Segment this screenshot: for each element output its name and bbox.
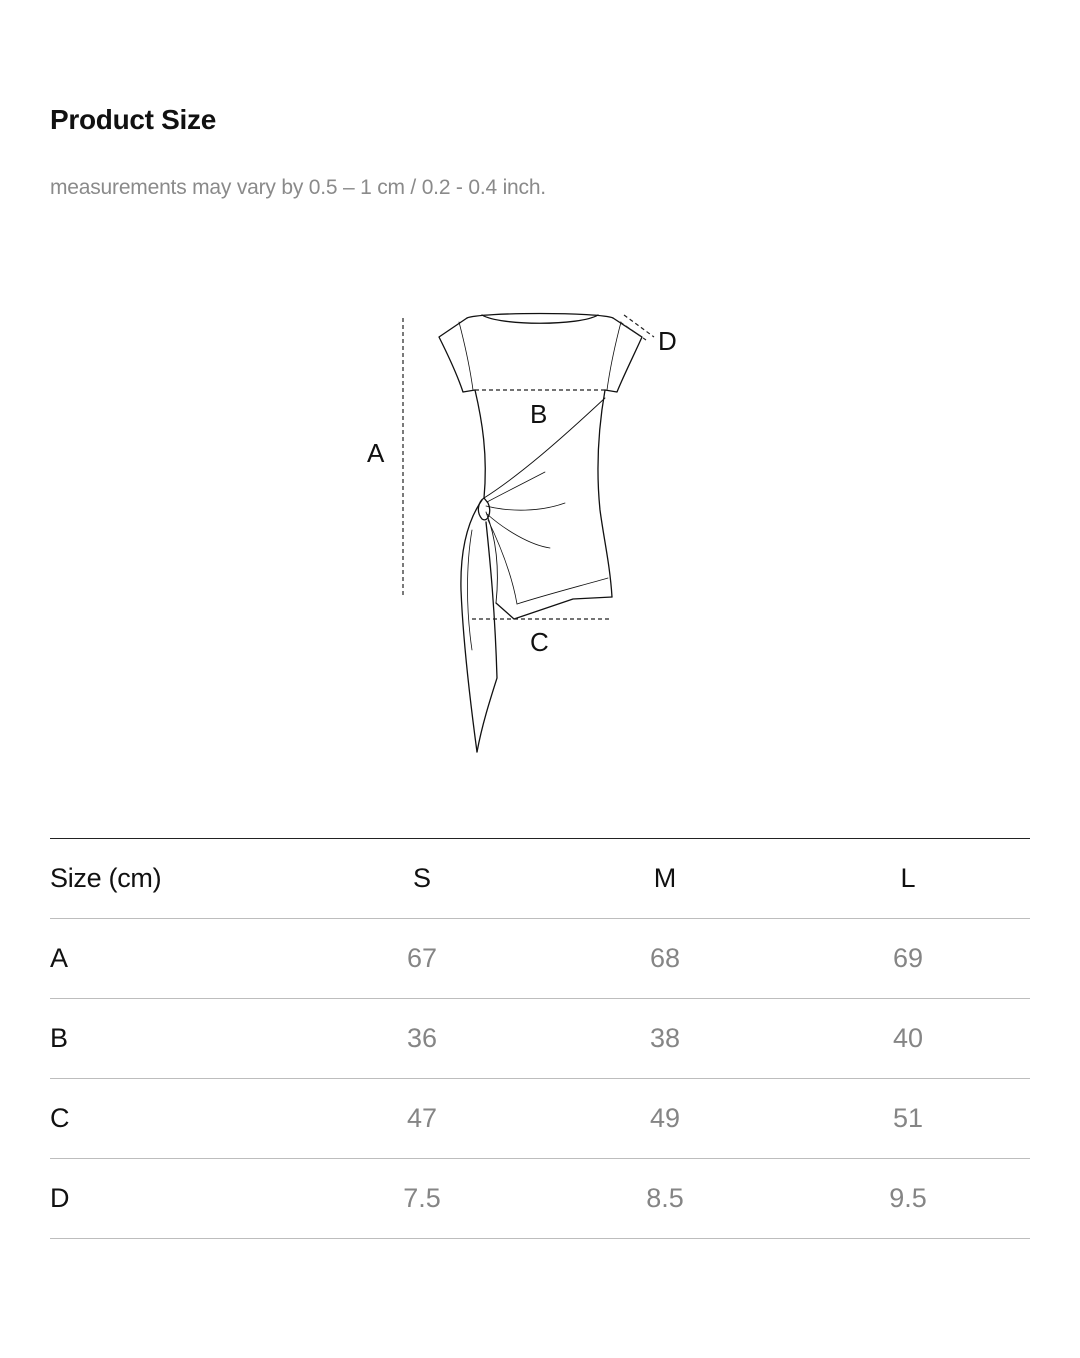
size-header-m: M <box>653 863 677 893</box>
tie-right <box>477 522 497 752</box>
drape-fold-2 <box>487 472 545 502</box>
table-row <box>50 1079 1030 1159</box>
table-row <box>50 999 1030 1079</box>
neckline-inner <box>482 315 598 323</box>
dimension-c-label: C <box>530 627 549 657</box>
row-label-c: C <box>50 1103 70 1133</box>
page-title: Product Size <box>50 104 216 135</box>
size-header-s: S <box>412 863 431 893</box>
size-unit-header: Size (cm) <box>50 863 162 893</box>
gather-2 <box>487 514 550 548</box>
gather-1 <box>486 503 565 510</box>
value-b-m: 38 <box>649 1023 681 1053</box>
dimension-a-label: A <box>367 438 385 468</box>
value-a-l: 69 <box>892 943 924 973</box>
left-sleeve-seam <box>459 322 473 390</box>
table-row <box>50 1159 1030 1239</box>
right-sleeve-seam <box>607 322 621 390</box>
size-table-header <box>50 839 1030 919</box>
hem <box>496 597 612 619</box>
right-side-seam <box>598 390 612 597</box>
right-sleeve <box>605 318 642 392</box>
table-row <box>50 919 1030 999</box>
value-c-l: 51 <box>892 1103 924 1133</box>
value-c-m: 49 <box>649 1103 681 1133</box>
tie-left <box>461 500 482 752</box>
dimension-d-line <box>624 315 654 337</box>
dimension-d-label: D <box>658 326 677 356</box>
value-d-l: 9.5 <box>889 1183 927 1213</box>
value-a-m: 68 <box>649 943 681 973</box>
value-d-s: 7.5 <box>403 1183 441 1213</box>
left-sleeve <box>439 318 475 392</box>
left-side-seam <box>475 390 485 498</box>
value-b-l: 40 <box>892 1023 924 1053</box>
hem-inner <box>517 578 608 604</box>
size-header-l: L <box>900 863 916 893</box>
tie-inner <box>468 530 473 650</box>
row-label-a: A <box>50 943 69 973</box>
measurement-note: measurements may vary by 0.5 – 1 cm / 0.2 - 0.4 inch. <box>50 176 546 199</box>
value-a-s: 67 <box>406 943 438 973</box>
row-label-b: B <box>50 1023 69 1053</box>
value-b-s: 36 <box>406 1023 438 1053</box>
size-table <box>50 838 1030 1239</box>
value-d-m: 8.5 <box>646 1183 684 1213</box>
value-c-s: 47 <box>406 1103 438 1133</box>
dimension-b-label: B <box>530 399 548 429</box>
row-label-d: D <box>50 1183 70 1213</box>
